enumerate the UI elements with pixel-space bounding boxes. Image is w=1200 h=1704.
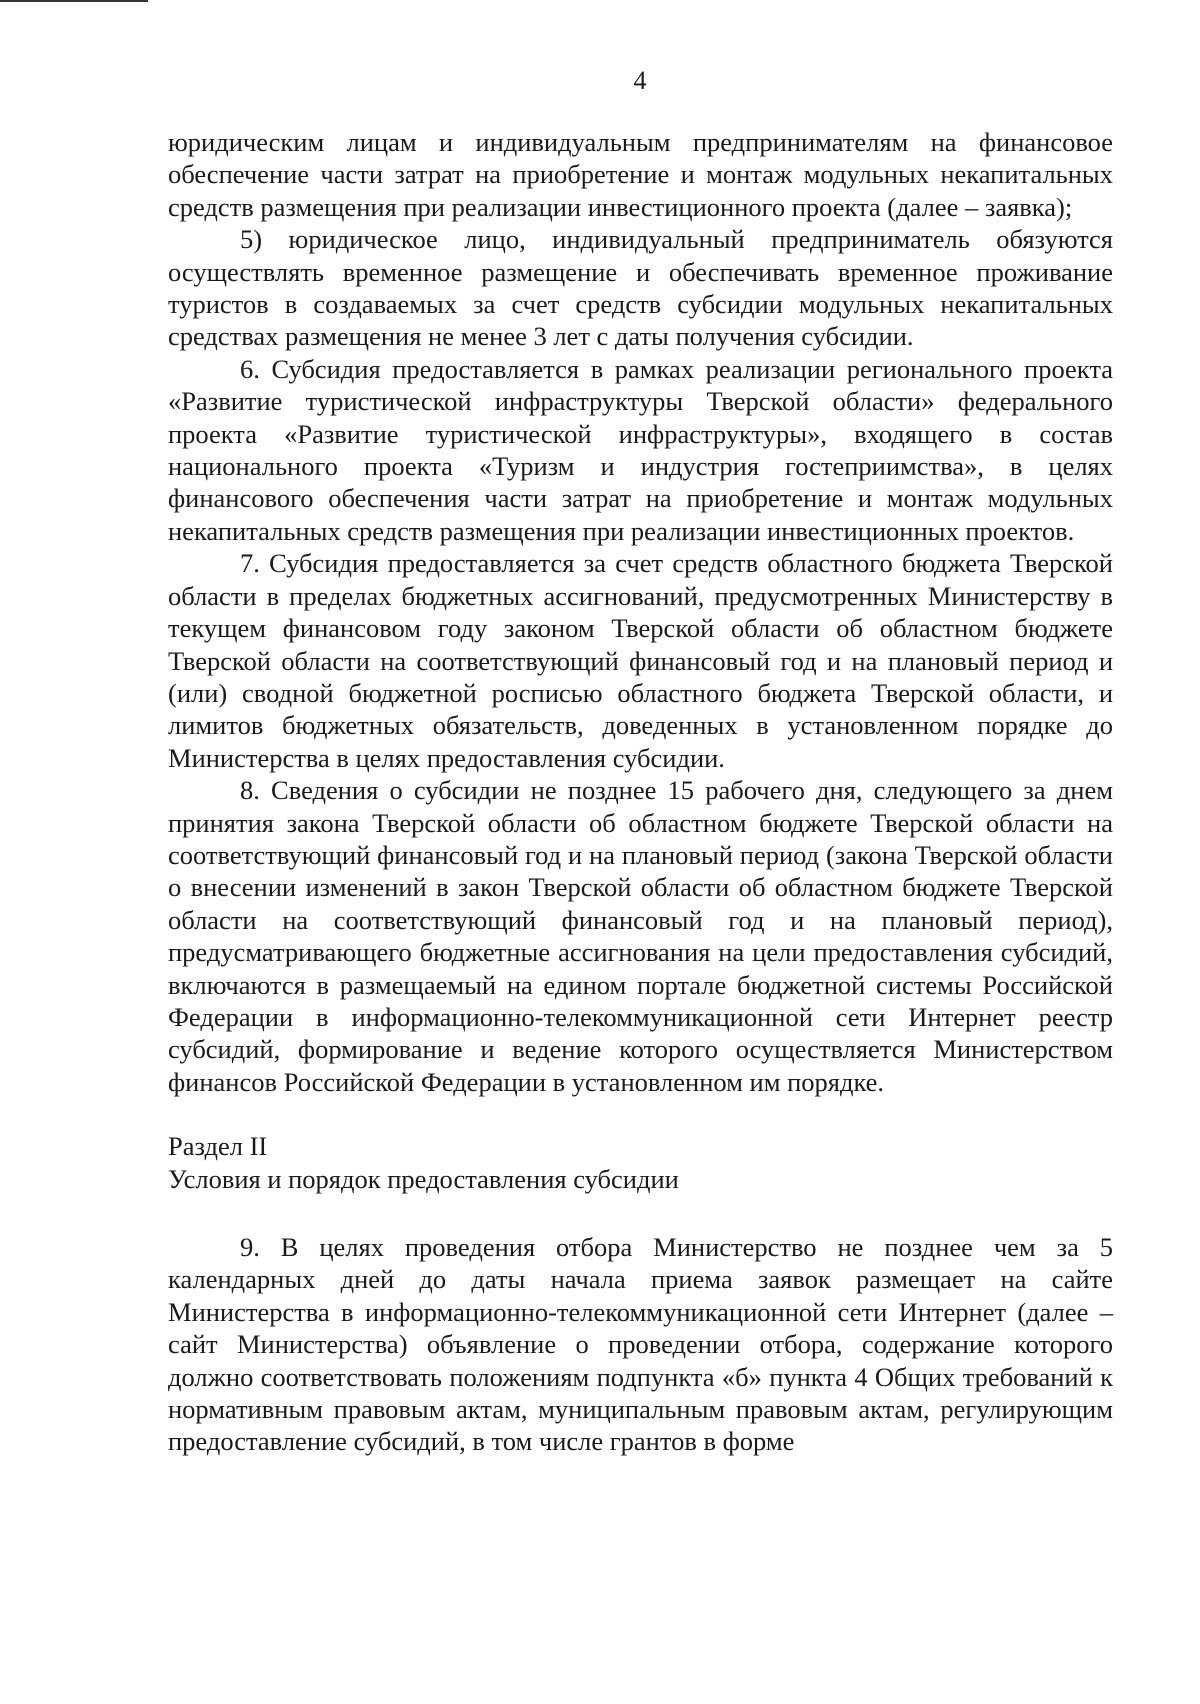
section-title: Условия и порядок предоставления субсидии — [168, 1163, 679, 1194]
paragraph-continuation: юридическим лицам и индивидуальным предпринимателям на финансовое обеспечение части затрат на приобретение и монтаж модульных некапитальных средств размещения при реализации инвестиционного проекта (далее – заявка); — [168, 127, 1113, 222]
paragraph-item-9: 9. В целях проведения отбора Министерство не позднее чем за 5 календарных дней до даты начала приема заявок размещает на сайте Министерства в информационно-телекоммуникационной сети Интернет (далее – сайт Министерства) объявление о проведении отбора, содержание которого должно соответствовать положениям подпункта «б» пункта 4 Общих требований к нормативным правовым актам, муниципальным правовым актам, регулирующим предоставление субсидий, в том числе грантов в форме — [168, 1232, 1113, 1457]
paragraph-item-5: 5) юридическое лицо, индивидуальный предприниматель обязуются осуществлять временное размещение и обеспечивать временное проживание туристов в создаваемых за счет средств субсидии модульных некапитальных средствах размещения не менее 3 лет с даты получения субсидии. — [168, 224, 1113, 352]
top-rule — [0, 0, 148, 2]
section-number: Раздел II — [168, 1131, 268, 1162]
section-heading — [168, 1130, 1113, 1195]
paragraph-item-8: 8. Сведения о субсидии не позднее 15 рабочего дня, следующего за днем принятия закона Тверской области об областном бюджете Тверской области на соответствующий финансовый год и на плановый период (закона Тверской области о внесении изменений в закон Тверской области об областном бюджете Тверской области на соответствующий финансовый год и на плановый период), предусматривающего бюджетные ассигнования на цели предоставления субсидий, включаются в размещаемый на едином портале бюджетной системы Российской Федерации в информационно-телекоммуникационной сети Интернет реестр субсидий, формирование и ведение которого осуществляется Министерством финансов Российской Федерации в установленном им порядке. — [168, 775, 1113, 1097]
page-number: 4 — [633, 66, 647, 95]
document-body — [168, 126, 1113, 1458]
paragraph-item-6: 6. Субсидия предоставляется в рамках реализации регионального проекта «Развитие туристической инфраструктуры Тверской области» федерального проекта «Развитие туристической инфраструктуры», входящего в состав национального проекта «Туризм и индустрия гостеприимства», в целях финансового обеспечения части затрат на приобретение и монтаж модульных некапитальных средств размещения при реализации инвестиционных проектов. — [168, 353, 1113, 546]
paragraph-item-7: 7. Субсидия предоставляется за счет средств областного бюджета Тверской области в пределах бюджетных ассигнований, предусмотренных Министерству в текущем финансовом году законом Тверской области об областном бюджете Тверской области на соответствующий финансовый год и на плановый период и (или) сводной бюджетной росписью областного бюджета Тверской области, и лимитов бюджетных обязательств, доведенных в установленном порядке до Министерства в целях предоставления субсидии. — [168, 548, 1113, 773]
